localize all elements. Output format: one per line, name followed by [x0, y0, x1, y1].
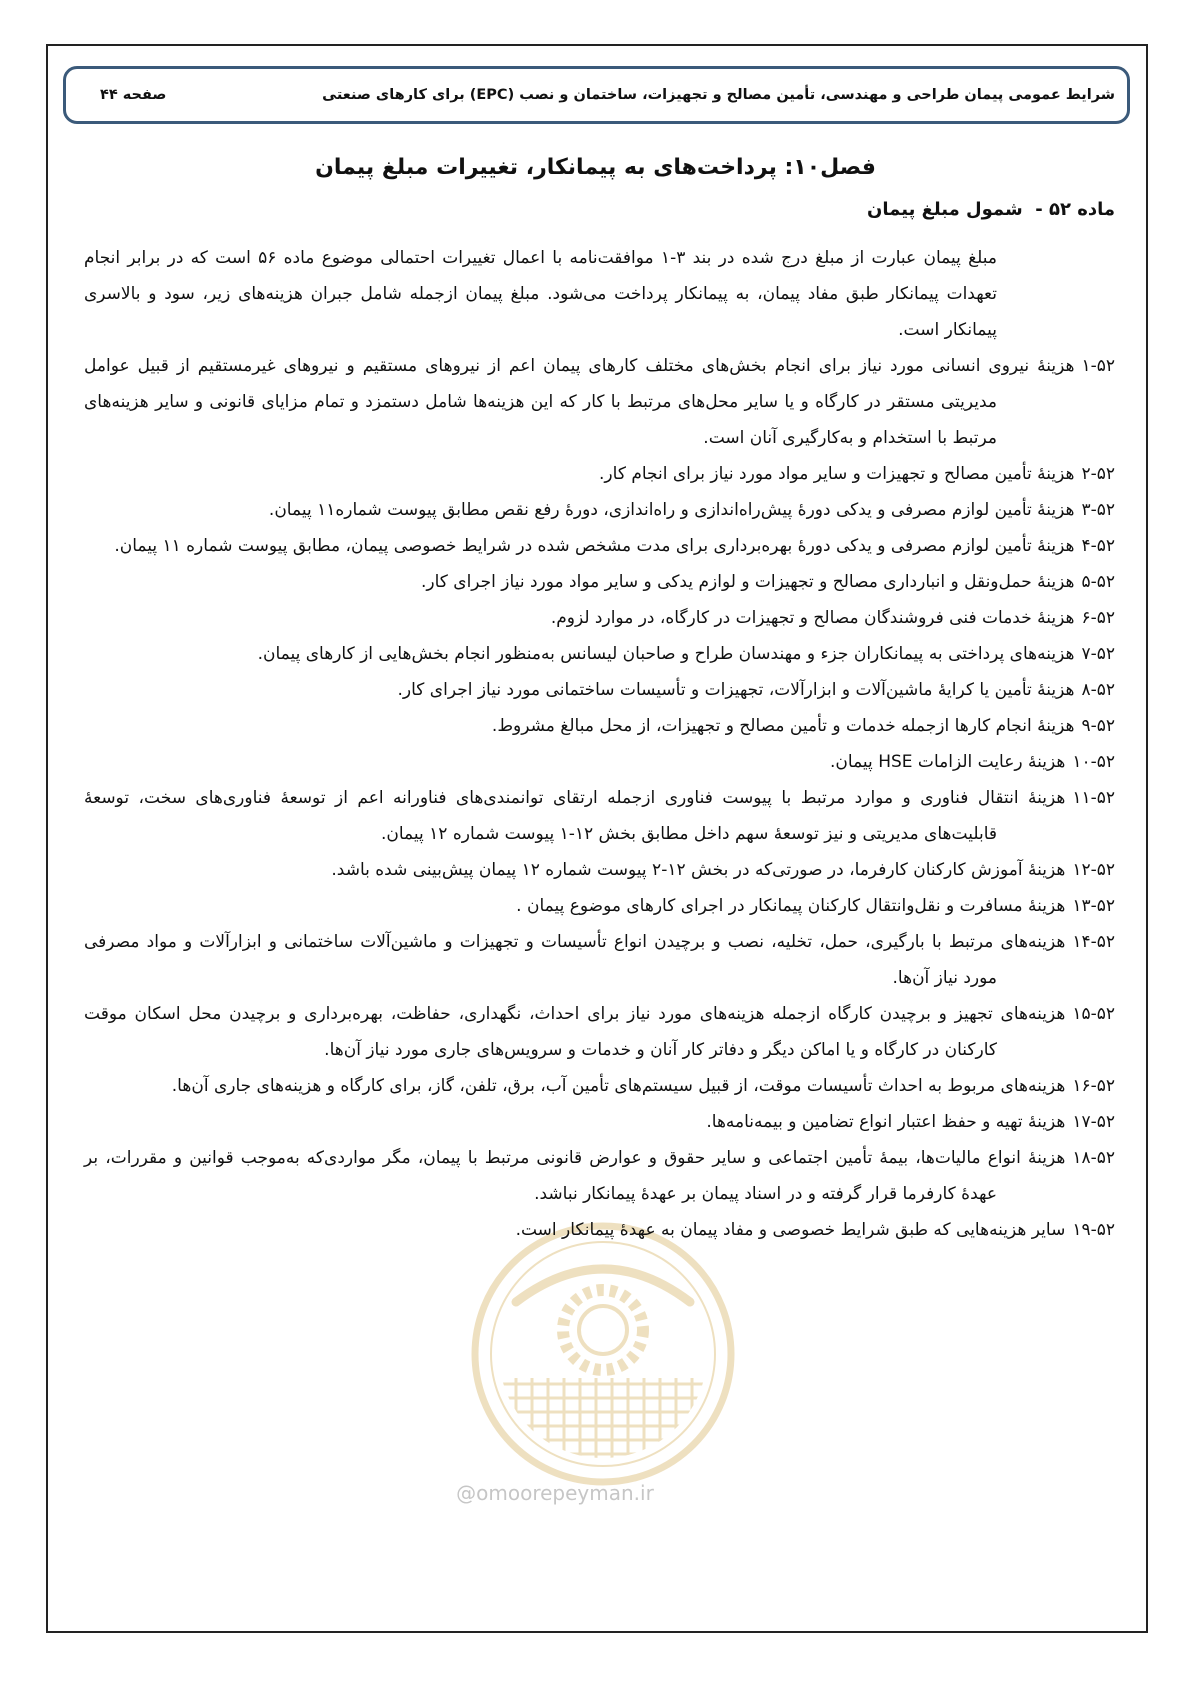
clause-52-11 [84, 780, 1115, 852]
clause-52-13 [84, 888, 1115, 924]
clause-text: هزینهٔ تهیه و حفظ اعتبار انواع تضامین و بیمه‌نامه‌ها. [706, 1112, 1066, 1132]
clause-text: سایر هزینه‌هایی که طبق شرایط خصوصی و مفاد پیمان به عهدهٔ پیمانکار است. [515, 1220, 1066, 1240]
clause-number: ۱۹-۵۲ [1072, 1220, 1115, 1240]
clause-text: هزینهٔ نیروی انسانی مورد نیاز برای انجام بخش‌های مختلف کارهای پیمان اعم از نیروهای مستقیم و نیروهای غیرمستقیم از قبیل عوامل مدیریتی مستقر در کارگاه و یا سایر محل‌های مرتبط با کار که این هزینه‌ها شامل دستمزد و تمام مزایای قانونی و سایر هزینه‌های مرتبط با استخدام و به‌کارگیری آنان است. [84, 356, 1075, 448]
clause-52-2 [84, 456, 1115, 492]
clause-number: ۵-۵۲ [1081, 572, 1115, 592]
clause-text: هزینه‌های مربوط به احداث تأسیسات موقت، از قبیل سیستم‌های تأمین آب، برق، تلفن، گاز، برای کارگاه و هزینه‌های جاری آن‌ها. [171, 1076, 1066, 1096]
clause-text: هزینه‌های مرتبط با بارگیری، حمل، تخلیه، نصب و برچیدن انواع تأسیسات و تجهیزات و ماشین‌آلات ساختمانی و ابزارآلات و مواد مصرفی مورد نیاز آن‌ها. [84, 932, 1066, 988]
clause-number: ۱۲-۵۲ [1072, 860, 1115, 880]
chapter-title: فصل۱۰: پرداخت‌های به پیمانکار، تغییرات مبلغ پیمان [315, 155, 876, 180]
clause-52-6 [84, 600, 1115, 636]
clause-text: هزینهٔ تأمین یا کرایهٔ ماشین‌آلات و ابزارآلات، تجهیزات و تأسیسات ساختمانی مورد نیاز اجرای کار. [397, 680, 1075, 700]
clause-52-9 [84, 708, 1115, 744]
clause-text: هزینهٔ انواع مالیات‌ها، بیمهٔ تأمین اجتماعی و سایر حقوق و عوارض قانونی مرتبط با پیمان، مگر مواردی‌که به‌موجب قوانین و مقررات، بر عهدهٔ کارفرما قرار گرفته و در اسناد پیمان بر عهدهٔ پیمانکار نباشد. [84, 1148, 1066, 1204]
clause-text: هزینه‌های پرداختی به پیمانکاران جزء و مهندسان طراح و صاحبان لیسانس به‌منظور انجام بخش‌هایی از کارهای پیمان. [257, 644, 1075, 664]
clause-number: ۱۵-۵۲ [1072, 1004, 1115, 1024]
clause-text: هزینهٔ انتقال فناوری و موارد مرتبط با پیوست فناوری ازجمله ارتقای توانمندی‌های فناورانه اعم از توسعهٔ فناوری‌های سخت، توسعهٔ قابلیت‌های مدیریتی و نیز توسعهٔ سهم داخل مطابق بخش ۱۲-۱ پیوست شماره ۱۲ پیمان. [84, 788, 1066, 844]
clause-text: هزینهٔ مسافرت و نقل‌وانتقال کارکنان پیمانکار در اجرای کارهای موضوع پیمان . [516, 896, 1066, 916]
clause-number: ۱۳-۵۲ [1072, 896, 1115, 916]
clause-text: هزینه‌های تجهیز و برچیدن کارگاه ازجمله هزینه‌های مورد نیاز برای احداث، نگهداری، حفاظت، بهره‌برداری و برچیدن محل اسکان موقت کارکنان در کارگاه و یا اماکن دیگر و دفاتر کار آنان و خدمات و سرویس‌های جاری مورد نیاز آن‌ها. [84, 1004, 1066, 1060]
running-header [63, 66, 1130, 124]
watermark-gear-icon [563, 1290, 643, 1370]
clause-text: هزینهٔ تأمین لوازم مصرفی و یدکی دورهٔ بهره‌برداری برای مدت مشخص شده در شرایط خصوصی پیمان، مطابق پیوست شماره ۱۱ پیمان. [114, 536, 1075, 556]
article-body [84, 240, 1115, 1248]
clause-number: ۱۱-۵۲ [1072, 788, 1115, 808]
clause-text: هزینهٔ رعایت الزامات HSE پیمان. [830, 752, 1066, 772]
clause-text: هزینهٔ تأمین لوازم مصرفی و یدکی دورهٔ پیش‌راه‌اندازی و راه‌اندازی، دورهٔ رفع نقص مطابق پیوست شماره۱۱ پیمان. [268, 500, 1075, 520]
clause-text: هزینهٔ آموزش کارکنان کارفرما، در صورتی‌که در بخش ۱۲-۲ پیوست شماره ۱۲ پیمان پیش‌بینی شده باشد. [331, 860, 1066, 880]
clause-52-10 [84, 744, 1115, 780]
clause-number: ۲-۵۲ [1081, 464, 1115, 484]
page-number: صفحه ۴۴ [100, 87, 167, 103]
clause-number: ۱۷-۵۲ [1072, 1112, 1115, 1132]
clause-52-8 [84, 672, 1115, 708]
clause-number: ۴-۵۲ [1081, 536, 1115, 556]
clause-number: ۶-۵۲ [1081, 608, 1115, 628]
clause-52-5 [84, 564, 1115, 600]
clause-52-14 [84, 924, 1115, 996]
clause-text: هزینهٔ انجام کارها ازجمله خدمات و تأمین مصالح و تجهیزات، از محل مبالغ مشروط. [491, 716, 1075, 736]
article-intro: مبلغ پیمان عبارت از مبلغ درج شده در بند ۳-۱ موافقت‌نامه با اعمال تغییرات احتمالی موضوع ماده ۵۶ است که در برابر انجام تعهدات پیمانکار طبق مفاد پیمان، به پیمانکار پرداخت می‌شود. مبلغ پیمان ازجمله شامل جبران هزینه‌های زیر، سود و بالاسری پیمانکار است. [84, 248, 997, 340]
clause-52-12 [84, 852, 1115, 888]
clause-52-3 [84, 492, 1115, 528]
clause-52-4 [84, 528, 1115, 564]
clause-52-15 [84, 996, 1115, 1068]
clause-text: هزینهٔ خدمات فنی فروشندگان مصالح و تجهیزات در کارگاه، در موارد لزوم. [550, 608, 1075, 628]
clause-number: ۱۶-۵۲ [1072, 1076, 1115, 1096]
header-title: شرایط عمومی پیمان طراحی و مهندسی، تأمین مصالح و تجهیزات، ساختمان و نصب (EPC) برای کارهای صنعتی [322, 87, 1115, 103]
clause-number: ۳-۵۲ [1081, 500, 1115, 520]
clause-text: هزینهٔ تأمین مصالح و تجهیزات و سایر مواد مورد نیاز برای انجام کار. [599, 464, 1075, 484]
clause-number: ۱۰-۵۲ [1072, 752, 1115, 772]
clause-text: هزینهٔ حمل‌ونقل و انبارداری مصالح و تجهیزات و لوازم یدکی و سایر مواد مورد نیاز اجرای کار. [420, 572, 1075, 592]
clause-number: ۷-۵۲ [1081, 644, 1115, 664]
clause-52-18 [84, 1140, 1115, 1212]
clause-number: ۱۴-۵۲ [1072, 932, 1115, 952]
clause-52-1 [84, 348, 1115, 456]
clause-number: ۱۸-۵۲ [1072, 1148, 1115, 1168]
watermark-handle: @omoorepeyman.ir [456, 1481, 654, 1505]
clause-52-17 [84, 1104, 1115, 1140]
clause-52-7 [84, 636, 1115, 672]
clause-number: ۱-۵۲ [1081, 356, 1115, 376]
article-heading: ماده ۵۲ - شمول مبلغ پیمان [867, 199, 1115, 220]
clause-52-16 [84, 1068, 1115, 1104]
watermark-logo [458, 1218, 748, 1490]
clause-number: ۹-۵۲ [1081, 716, 1115, 736]
clause-52-19 [84, 1212, 1115, 1248]
clause-number: ۸-۵۲ [1081, 680, 1115, 700]
watermark-logo-graphic [458, 1218, 748, 1490]
